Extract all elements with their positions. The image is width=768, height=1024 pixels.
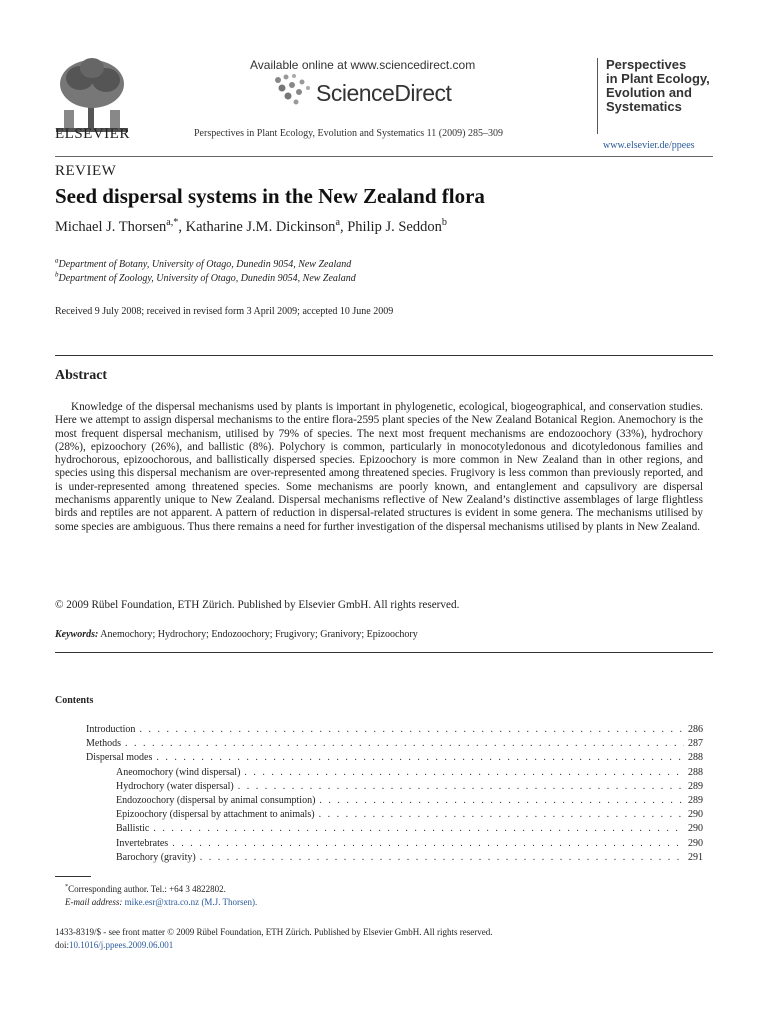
toc-entry[interactable] (86, 738, 703, 752)
journal-title-line: Systematics (606, 99, 682, 114)
abstract-heading: Abstract (55, 368, 108, 383)
author-affil-marker[interactable]: a (335, 217, 340, 229)
affil-text: Department of Botany, University of Otago, Dunedin 9054, New Zealand (58, 259, 352, 270)
front-matter-info (55, 926, 493, 952)
abstract-divider (55, 355, 713, 356)
toc-label: Dispersal modes (86, 752, 153, 764)
sciencedirect-wordmark: ScienceDirect (316, 80, 452, 106)
toc-entry[interactable] (86, 752, 703, 766)
contents-heading: Contents (55, 695, 94, 706)
corresponding-author-line (65, 883, 257, 896)
toc-page: 290 (688, 837, 703, 849)
journal-title-line: in Plant Ecology, (606, 71, 710, 86)
affil-text: Department of Zoology, University of Otago, Dunedin 9054, New Zealand (58, 273, 356, 284)
article-type: REVIEW (55, 163, 117, 179)
doi-prefix: doi: (55, 940, 70, 950)
journal-title-box (597, 58, 722, 134)
journal-citation: Perspectives in Plant Ecology, Evolution and Systematics 11 (2009) 285–309 (194, 128, 503, 139)
toc-label: Epizoochory (dispersal by attachment to animals) (116, 809, 315, 821)
toc-page: 286 (688, 724, 703, 735)
toc-entry[interactable] (86, 767, 703, 781)
email-line (65, 896, 257, 909)
toc-leader (125, 738, 684, 749)
toc-page: 290 (688, 809, 703, 821)
toc-label: Hydrochory (water dispersal) (116, 780, 234, 792)
abstract-text: Knowledge of the dispersal mechanisms used by plants is important in phylogenetic, ecological, biogeographical, and conservation studies. Here we attempt to assign dispersal mechanisms to the entire flora-2595 plant species of the New Zealand Botanical Region. Anemochory is the most frequent dispersal mechanism, utilised by 79% of species. The next most frequent mechanisms are endozoochory (33%), hydrochory (28%), epizoochory (26%), and ballistic (8%). Polychory is common, particularly in monocotyledonous and dicotyledonous families and hydrochorous, epizoochorous, and ballistically dispersed species. Epizoochory is more common in New Zealand than in other regions, and species using this dispersal mechanism are over-represented among threatened species. Frugivory is less common than previously reported, and is under-represented among threatened species. Some mechanisms are poorly known, and entanglement and capsulivory are dispersal mechanisms apparently unique to New Zealand. Dispersal mechanisms reflective of New Zealand’s distinctive assemblages of large flightless birds and reptiles are not apparent. A pattern of reduction in dispersal-related structures is evident in some genera. The mechanisms utilised by some species are ambiguous. Thus there remains a need for further investigation of the dispersal mechanisms utilised by plants in New Zealand. (55, 401, 703, 533)
keywords (55, 629, 418, 640)
toc-page: 288 (688, 766, 703, 778)
toc-page: 290 (688, 823, 703, 835)
toc-page: 287 (688, 738, 703, 750)
toc-leader (139, 724, 684, 735)
toc-label: Barochory (gravity) (116, 851, 196, 863)
author-name: Katharine J.M. Dickinson (185, 219, 336, 235)
author-name: Michael J. Thorsen (55, 219, 167, 235)
affiliation-line (55, 258, 356, 272)
toc-leader (156, 752, 684, 763)
affil-marker: a (55, 256, 59, 265)
issn-copyright: 1433-8319/$ - see front matter © 2009 Rübel Foundation, ETH Zürich. Published by Elsevier GmbH. All rights reserved. (55, 927, 493, 937)
footnote-divider (55, 876, 91, 877)
header-divider (55, 156, 713, 157)
received-dates: Received 9 July 2008; received in revised form 3 April 2009; accepted 10 June 2009 (55, 306, 394, 317)
toc-label: Aneomochory (wind dispersal) (116, 766, 241, 778)
toc-entry[interactable] (86, 781, 703, 795)
keywords-divider (55, 652, 713, 653)
author-affil-marker[interactable]: b (441, 217, 447, 229)
email-label: E-mail address: (65, 897, 123, 907)
affil-marker: b (55, 270, 59, 279)
toc-label: Methods (86, 738, 121, 750)
article-title: Seed dispersal systems in the New Zealand flora (55, 184, 485, 208)
email-owner: (M.J. Thorsen). (201, 897, 258, 907)
author-list: Michael J. Thorsen$^{a,*}$, Katharine J.M. Dickinson$^a$, Philip J. Seddon$^b$ (55, 217, 447, 235)
corresponding-author-text: Corresponding author. Tel.: +64 3 4822802. (68, 884, 226, 894)
footnote (65, 883, 257, 909)
toc-label: Endozoochory (dispersal by animal consumption) (116, 794, 316, 806)
toc-entry[interactable] (86, 809, 703, 823)
toc-leader (319, 795, 684, 806)
author-affil-marker[interactable]: a,* (166, 217, 179, 229)
journal-title-line: Perspectives (606, 57, 687, 72)
table-of-contents (86, 724, 703, 866)
publisher-name: ELSEVIER (55, 126, 130, 142)
toc-entry[interactable] (86, 852, 703, 866)
doi-line (55, 939, 493, 952)
affiliations (55, 258, 356, 286)
toc-page: 288 (688, 752, 703, 764)
keywords-text: Anemochory; Hydrochory; Endozoochory; Frugivory; Granivory; Epizoochory (100, 629, 418, 640)
doi-link[interactable]: 10.1016/j.ppees.2009.06.001 (69, 940, 174, 950)
sciencedirect-dots-icon (272, 72, 312, 106)
toc-leader (172, 838, 684, 849)
affiliation-line (55, 272, 356, 286)
email-link[interactable]: mike.esr@xtra.co.nz (124, 897, 200, 907)
footnote-marker: * (65, 883, 69, 890)
journal-title-line: Evolution and (606, 85, 692, 100)
toc-leader (238, 781, 684, 792)
toc-entry[interactable] (86, 724, 703, 738)
toc-label: Ballistic (116, 823, 150, 835)
toc-page: 289 (688, 780, 703, 792)
toc-page: 291 (688, 851, 703, 863)
toc-entry[interactable] (86, 838, 703, 852)
author-name: Philip J. Seddon (347, 219, 442, 235)
keywords-label: Keywords: (55, 629, 99, 640)
toc-leader (200, 852, 684, 863)
journal-url-link[interactable]: www.elsevier.de/ppees (603, 140, 695, 151)
toc-leader (244, 767, 684, 778)
toc-leader (153, 823, 684, 834)
toc-entry[interactable] (86, 823, 703, 837)
toc-page: 289 (688, 794, 703, 806)
available-online-text[interactable]: Available online at www.sciencedirect.com (250, 58, 476, 72)
toc-label: Invertebrates (116, 837, 169, 849)
toc-leader (319, 809, 684, 820)
abstract-copyright: © 2009 Rübel Foundation, ETH Zürich. Published by Elsevier GmbH. All rights reserved. (55, 599, 460, 611)
toc-entry[interactable] (86, 795, 703, 809)
toc-label: Introduction (86, 724, 136, 735)
